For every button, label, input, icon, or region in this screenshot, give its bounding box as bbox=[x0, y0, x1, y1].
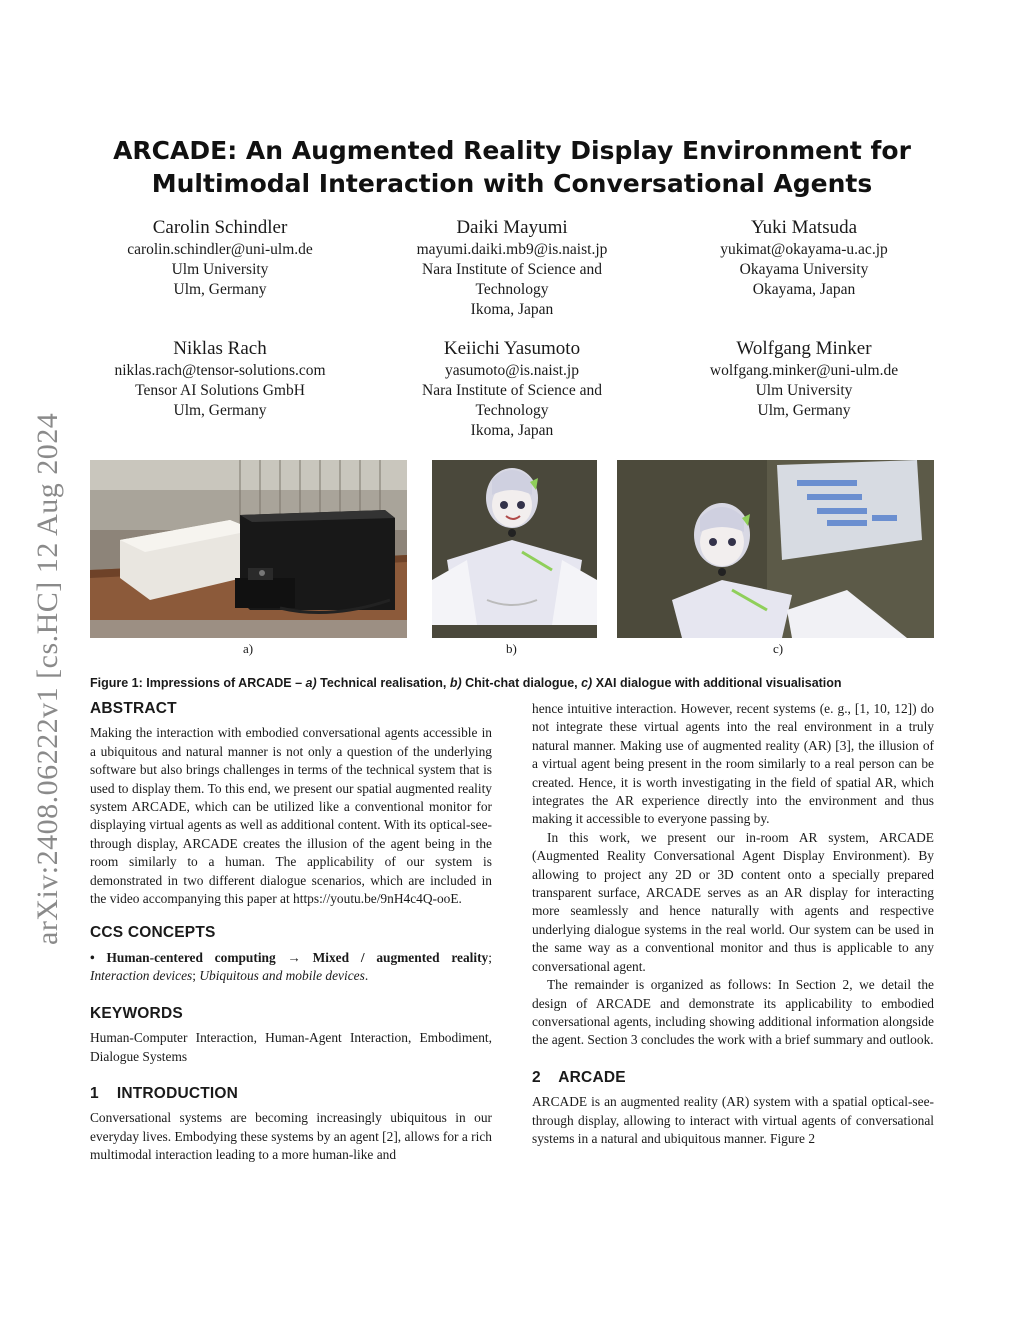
right-column bbox=[532, 700, 934, 1148]
author-block bbox=[90, 216, 934, 458]
author-affiliation-cont: Technology bbox=[475, 402, 549, 419]
subfigure-label-b: b) bbox=[506, 641, 517, 656]
paper-title bbox=[90, 134, 934, 200]
author-affiliation-cont: Technology bbox=[475, 281, 549, 298]
caption-b-text: Chit-chat dialogue, bbox=[461, 676, 582, 690]
ccs-concept-2: Ubiquitous and mobile devices bbox=[199, 968, 365, 984]
photo-xai-dialogue bbox=[617, 460, 934, 638]
introduction-paragraph-3: The remainder is organized as follows: In Section 2, we detail the design of ARCADE and demonstrate its applicability to embodied conversational agents, including showing additional information alongside the agent. Section 3 concludes the work with a brief summary and outlook. bbox=[532, 977, 934, 1048]
author-location: Ulm, Germany bbox=[757, 402, 851, 419]
title-line-2: Multimodal Interaction with Conversational Agents bbox=[151, 169, 873, 198]
photo-chit-chat-dialogue bbox=[432, 460, 597, 638]
subfigure-label-a: a) bbox=[243, 641, 254, 656]
author-location: Ulm, Germany bbox=[173, 402, 267, 419]
author-location: Okayama, Japan bbox=[752, 281, 856, 298]
introduction-heading: 1 INTRODUCTION bbox=[90, 1084, 239, 1102]
caption-a-text: Technical realisation, bbox=[316, 676, 450, 690]
introduction-paragraph-1-cont: hence intuitive interaction. However, recent systems (e. g., [1, 10, 12]) do not integrate these virtual agents into the real environment in a truly natural manner. Making use of augmented reality (AR) [3], the illusion of a virtual agent being present in the room similarly to a real person can be created. Hence, it is worth investigating in the field of spatial AR, which integrates the AR experience directly into the environment and thus making it accessible to everyone passing by. bbox=[532, 701, 934, 827]
author-affiliation: Ulm University bbox=[755, 382, 853, 399]
author-location: Ikoma, Japan bbox=[470, 422, 554, 439]
author-card bbox=[382, 337, 642, 441]
ccs-sep-2: ; bbox=[192, 968, 200, 984]
author-affiliation: Nara Institute of Science and bbox=[422, 382, 602, 399]
author-email: niklas.rach@tensor-solutions.com bbox=[114, 362, 326, 379]
author-name: Yuki Matsuda bbox=[750, 217, 858, 238]
caption-a-label: a) bbox=[305, 676, 317, 690]
ccs-sep: ; bbox=[488, 949, 492, 965]
left-column bbox=[90, 700, 492, 1165]
author-name: Niklas Rach bbox=[173, 338, 267, 359]
keywords-text: Human-Computer Interaction, Human-Agent Interaction, Embodiment, Dialogue Systems bbox=[90, 1030, 492, 1064]
photo-technical-realisation bbox=[90, 460, 407, 638]
ccs-concept-1: Interaction devices bbox=[90, 968, 193, 984]
author-affiliation: Tensor AI Solutions GmbH bbox=[135, 382, 305, 399]
author-row-1 bbox=[90, 216, 934, 320]
caption-prefix: Figure 1: Impressions of ARCADE – bbox=[90, 676, 306, 690]
author-card bbox=[674, 216, 934, 320]
author-location: Ulm, Germany bbox=[173, 281, 267, 298]
subfigure-label-c: c) bbox=[773, 641, 784, 656]
abstract-heading: ABSTRACT bbox=[90, 700, 177, 717]
figure-caption bbox=[90, 676, 950, 690]
ccs-heading: CCS CONCEPTS bbox=[90, 924, 216, 942]
author-location: Ikoma, Japan bbox=[470, 301, 554, 318]
author-affiliation: Okayama University bbox=[739, 261, 869, 278]
title-line-1: ARCADE: An Augmented Reality Display Environment for bbox=[113, 136, 911, 165]
author-name: Keiichi Yasumoto bbox=[443, 338, 581, 359]
author-affiliation: Nara Institute of Science and bbox=[422, 261, 602, 278]
author-email: yasumoto@is.naist.jp bbox=[445, 362, 579, 379]
caption-c-label: c) bbox=[581, 676, 593, 690]
author-email: wolfgang.minker@uni-ulm.de bbox=[709, 362, 899, 379]
author-row-2 bbox=[90, 337, 934, 441]
author-name: Carolin Schindler bbox=[152, 217, 288, 238]
author-card bbox=[90, 216, 350, 320]
author-email: yukimat@okayama-u.ac.jp bbox=[720, 241, 888, 258]
author-email: carolin.schindler@uni-ulm.de bbox=[127, 241, 313, 258]
author-email: mayumi.daiki.mb9@is.naist.jp bbox=[416, 241, 608, 258]
caption-b-label: b) bbox=[449, 676, 462, 690]
author-name: Daiki Mayumi bbox=[456, 217, 568, 238]
ccs-end: . bbox=[364, 968, 369, 984]
author-affiliation: Ulm University bbox=[171, 261, 269, 278]
keywords-heading: KEYWORDS bbox=[90, 1004, 183, 1022]
abstract-text: Making the interaction with embodied conversational agents accessible in a ubiquitous and natural manner is not only a question of the underlying software but also brings challenges in terms of the technical system that is used to display them. To this end, we present our spatial augmented reality system ARCADE, which can be utilized like a conventional monitor for displaying virtual agents as well as additional content. With its optical-see-through display, ARCADE creates the illusion of the agent being in the room similarly to a human. The applicability of our system is demonstrated in two different dialogue scenarios, which are included in the video accompanying this paper at https://youtu.be/9nH4c4Q-ooE. bbox=[90, 725, 492, 907]
author-card bbox=[90, 337, 350, 441]
author-card bbox=[382, 216, 642, 320]
figure-1 bbox=[90, 460, 934, 640]
arcade-heading: 2 ARCADE bbox=[532, 1068, 626, 1086]
author-card bbox=[674, 337, 934, 441]
introduction-paragraph-2: In this work, we present our in-room AR system, ARCADE (Augmented Reality Conversational Agent Display Environment). By allowing to project any 2D or 3D content onto a specially prepared transparent surface, ARCADE serves as an AR display for interacting more seamlessly and hence naturally with agents and respective underlying dialogue systems in the real world. Our system can be used in the same way as a conventional monitor and thus is applicable to any conversational agent. bbox=[532, 829, 934, 974]
ccs-primary: • Human-centered computing → Mixed / augmented reality bbox=[90, 949, 489, 965]
arxiv-identifier: arXiv:2408.06222v1 [cs.HC] 12 Aug 2024 bbox=[31, 412, 64, 945]
ccs-text bbox=[90, 949, 492, 986]
author-name: Wolfgang Minker bbox=[736, 338, 872, 359]
caption-c-text: XAI dialogue with additional visualisation bbox=[592, 676, 842, 690]
arcade-paragraph-1: ARCADE is an augmented reality (AR) system with a spatial optical-see-through display, allowing to interact with virtual agents of conversational systems in a natural and ubiquitous manner. Figure 2 bbox=[532, 1094, 934, 1146]
introduction-paragraph-1: Conversational systems are becoming increasingly ubiquitous in our everyday lives. Embodying these systems by an agent [2], allows for a rich multimodal interaction leading to a more human-like and bbox=[90, 1110, 492, 1163]
